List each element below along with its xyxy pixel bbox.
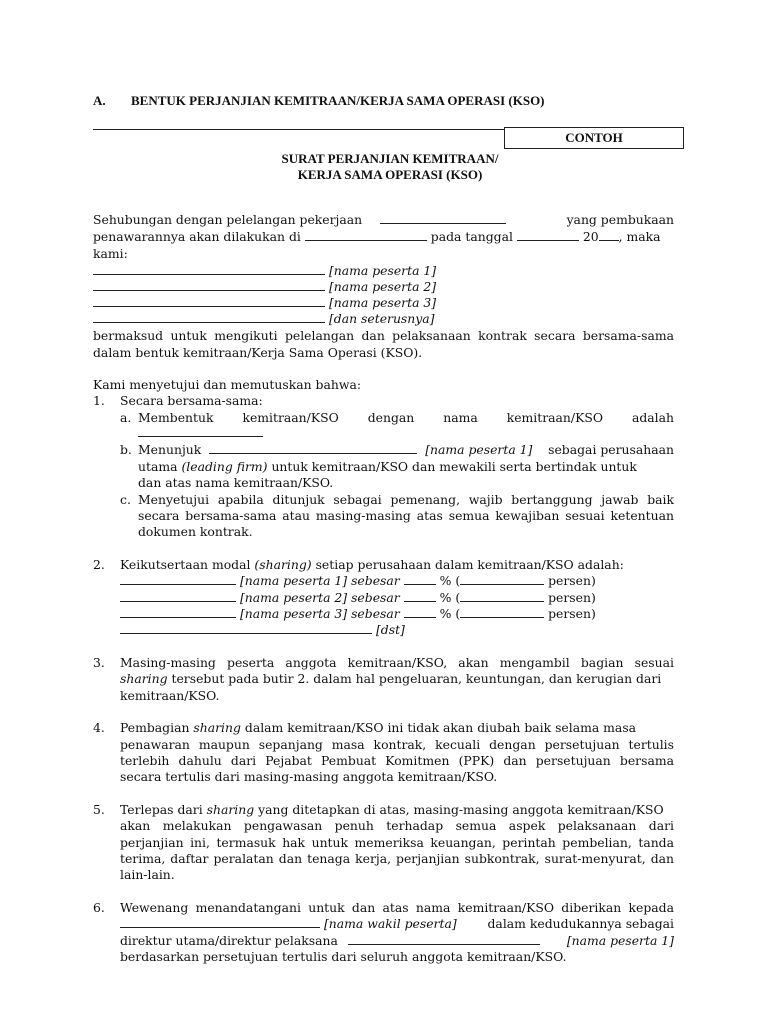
item6-line4: berdasarkan persetujuan tertulis dari seluruh anggota kemitraan/KSO. — [120, 949, 567, 964]
item5-line3: perjanjian ini, termasuk hak untuk memeriksa keuangan, perintah pembelian, tanda — [120, 835, 674, 850]
item3-number: 3. — [93, 655, 105, 670]
item3-line3: kemitraan/KSO. — [120, 688, 220, 703]
blank-nama-kso — [138, 425, 263, 437]
bermaksud-line2: dalam bentuk kemitraan/Kerja Sama Operasi (KSO). — [93, 345, 423, 360]
item1b-line2: utama (leading firm) untuk kemitraan/KSO dan mewakili serta bertindak untuk — [138, 459, 637, 474]
kami-line: Kami menyetujui dan memutuskan bahwa: — [93, 377, 362, 392]
section-heading — [93, 93, 545, 109]
item1a-blank-row — [138, 425, 263, 440]
item4-line2: penawaran maupun sepanjang masa kontrak, kecuali dengan persetujuan tertulis — [120, 737, 674, 752]
blank-wakil — [120, 916, 320, 928]
blank-menunjuk — [209, 442, 417, 454]
item1b-line3: dan atas nama kemitraan/KSO. — [138, 475, 334, 490]
sharing-row: [nama peserta 2] sebesar % ( persen) — [120, 590, 596, 605]
item1c-line1: Menyetujui apabila ditunjuk sebagai pemenang, wajib bertanggung jawab baik — [138, 492, 674, 507]
bermaksud-line1: bermaksud untuk mengikuti pelelangan dan pelaksanaan kontrak secara bersama-sama — [93, 328, 674, 343]
item6-line2: [nama wakil peserta] dalam kedudukannya sebagai — [120, 916, 674, 931]
item5-line4: terima, daftar peralatan dan tenaga kerja, perjanjian subkontrak, surat-menyurat, dan — [120, 851, 674, 866]
blank-pekerjaan — [380, 212, 506, 224]
item1c-line3: dokumen kontrak. — [138, 524, 253, 539]
item4-number: 4. — [93, 720, 105, 735]
section-number: A. — [93, 93, 106, 108]
peserta-row: [nama peserta 2] — [93, 279, 436, 294]
item3-line2: sharing tersebut pada butir 2. dalam hal pengeluaran, keuntungan, dan kerugian dari — [120, 671, 662, 686]
sharing-row: [nama peserta 1] sebesar % ( persen) — [120, 573, 596, 588]
item2-head: Keikutsertaan modal (sharing) setiap perusahaan dalam kemitraan/KSO adalah: — [120, 557, 624, 572]
item1c-line2: secara bersama-sama atau masing-masing atas semua kewajiban sesuai ketentuan — [138, 508, 674, 523]
intro-line2: penawarannya akan dilakukan di pada tanggal 20 , maka — [93, 229, 661, 244]
heading-rule — [93, 129, 504, 130]
item4-line4: secara tertulis dari masing-masing anggota kemitraan/KSO. — [120, 769, 498, 784]
intro-line1: Sehubungan dengan pelelangan pekerjaan yang pembukaan — [93, 212, 674, 227]
item5-line2: akan melakukan pengawasan penuh terhadap semua aspek pelaksanaan dari — [120, 818, 674, 833]
doc-title-line2: KERJA SAMA OPERASI (KSO) — [297, 167, 483, 182]
section-title: BENTUK PERJANJIAN KEMITRAAN/KERJA SAMA OPERASI (KSO) — [131, 93, 545, 108]
item1a-label: a. — [120, 410, 132, 425]
sharing-row: [nama peserta 3] sebesar % ( persen) — [120, 606, 596, 621]
item1b-label: b. — [120, 442, 132, 457]
item6-number: 6. — [93, 900, 105, 915]
blank-tahun — [599, 229, 619, 241]
item5-line5: lain-lain. — [120, 867, 175, 882]
intro-line3: kami: — [93, 246, 128, 261]
item3-line1: Masing-masing peserta anggota kemitraan/KSO, akan mengambil bagian sesuai — [120, 655, 674, 670]
item6-line3: direktur utama/direktur pelaksana [nama peserta 1] — [120, 933, 674, 948]
doc-title-line1: SURAT PERJANJIAN KEMITRAAN/ — [281, 151, 499, 166]
item1c-label: c. — [120, 492, 131, 507]
blank-tanggal — [517, 229, 579, 241]
item5-line1: Terlepas dari sharing yang ditetapkan di atas, masing-masing anggota kemitraan/KSO — [120, 802, 664, 817]
item2-number: 2. — [93, 557, 105, 572]
item1-number: 1. — [93, 393, 105, 408]
item4-line3: terlebih dahulu dari Pejabat Pembuat Komitmen (PPK) dan persetujuan bersama — [120, 753, 674, 768]
blank-peserta-1 — [348, 933, 540, 945]
blank-tempat — [305, 229, 427, 241]
peserta-row: [nama peserta 1] — [93, 263, 436, 278]
item1a-line1: Membentuk kemitraan/KSO dengan nama kemitraan/KSO adalah — [138, 410, 674, 425]
sharing-row-dst: [dst] — [120, 622, 405, 637]
contoh-badge: CONTOH — [504, 127, 684, 149]
item4-line1: Pembagian sharing dalam kemitraan/KSO ini tidak akan diubah baik selama masa — [120, 720, 637, 735]
item6-line1: Wewenang menandatangani untuk dan atas nama kemitraan/KSO diberikan kepada — [120, 900, 674, 915]
item1-head: Secara bersama-sama: — [120, 393, 263, 408]
peserta-row: [dan seterusnya] — [93, 311, 435, 326]
item5-number: 5. — [93, 802, 105, 817]
item1b-line1: Menunjuk [nama peserta 1] sebagai perusahaan — [138, 442, 674, 457]
peserta-row: [nama peserta 3] — [93, 295, 436, 310]
